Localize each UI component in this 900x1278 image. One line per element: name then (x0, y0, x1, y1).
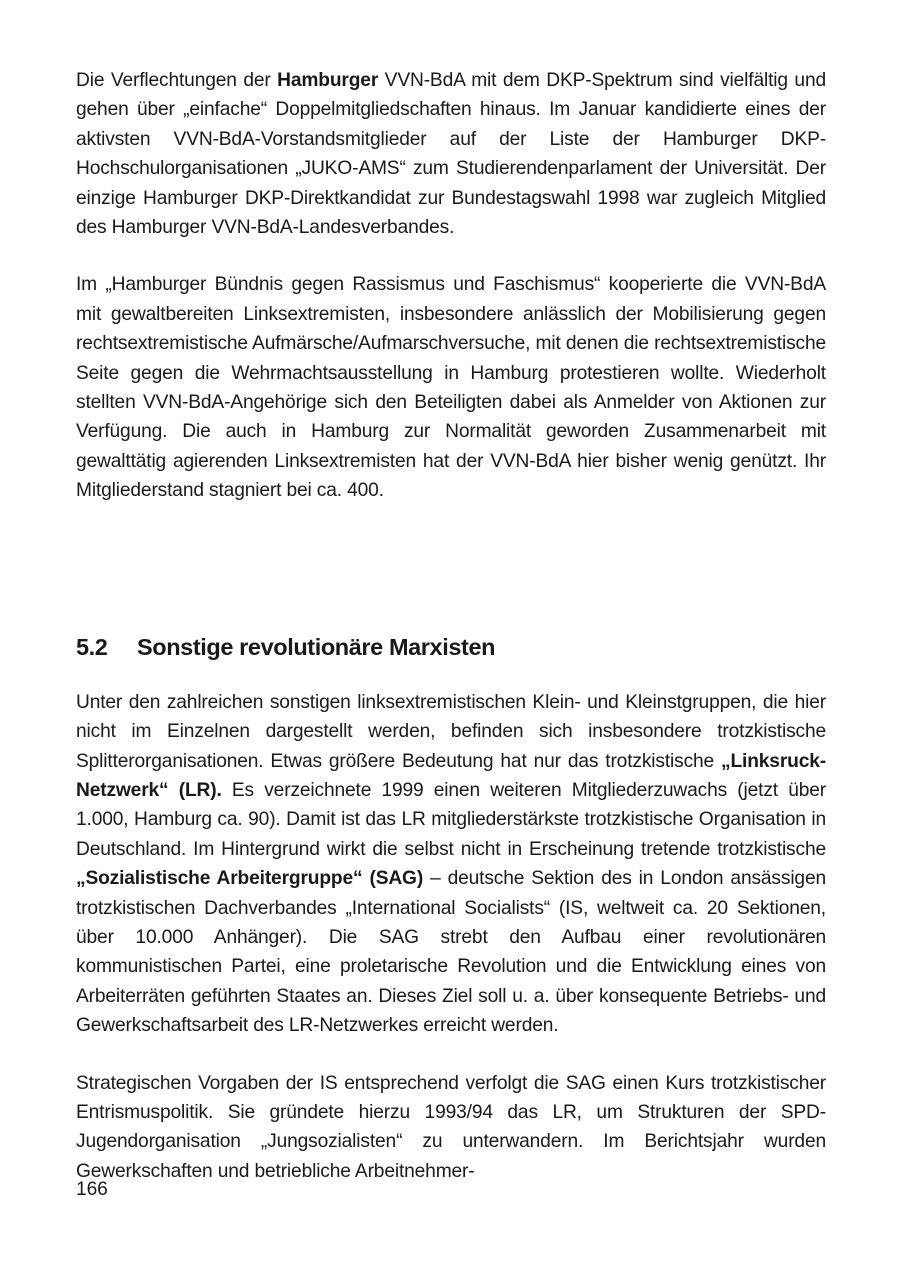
paragraph-1-bold-hamburger: Hamburger (277, 70, 379, 91)
section-title: Sonstige revolutionäre Marxisten (137, 633, 496, 660)
paragraph-3-segment-1: Unter den zahlreichen sonstigen linksextremistischen Klein- und Kleinstgruppen, die hier nicht im Einzelnen dargestellt werden, befinden sich insbesondere trotzkistische Splitterorganisationen. Etwas größere Bedeutung hat nur das trotzkistische (76, 691, 826, 772)
paragraph-2: Im „Hamburger Bündnis gegen Rassismus und Faschismus“ kooperierte die VVN-BdA mit gewaltbereiten Linksextremisten, insbesondere anlässlich der Mobilisierung gegen rechtsextremistische Aufmärsche/Aufmarschversuche, mit denen die rechtsextremistische Seite gegen die Wehrmachtsausstellung in Hamburg protestieren wollte. Wiederholt stellten VVN-BdA-Angehörige sich den Beteiligten dabei als Anmelder von Aktionen zur Verfügung. Die auch in Hamburg zur Normalität geworden Zusammenarbeit mit gewalttätig agierenden Linksextremisten hat der VVN-BdA hier bisher wenig genützt. Ihr Mitgliederstand stagniert bei ca. 400. (76, 274, 826, 502)
paragraph-3 (76, 688, 826, 1041)
text-column (76, 66, 826, 1186)
page-number: 166 (76, 1179, 108, 1200)
paragraph-3-segment-2: Es verzeichnete 1999 einen weiteren Mitgliederzuwachs (jetzt über 1.000, Hamburg ca. 90). Damit ist das LR mitgliederstärkste trotzkistische Organisation in Deutschland. Im Hintergrund wirkt die selbst nicht in Erscheinung tretende trotzkistische (76, 779, 827, 860)
paragraph-1 (76, 66, 826, 242)
paragraph-1-segment-2: VVN-BdA mit dem DKP-Spektrum sind vielfältig und gehen über „einfache“ Doppelmitgliedschaften hinaus. Im Januar kandidierte eines der aktivsten VVN-BdA-Vorstandsmitglieder auf der Liste der Hamburger DKP-Hochschulorganisationen „JUKO-AMS“ zum Studierendenparlament der Universität. Der einzige Hamburger DKP-Direktkandidat zur Bundestagswahl 1998 war zugleich Mitglied des Hamburger VVN-BdA-Landesverbandes. (76, 70, 826, 239)
heading-spacer-below (76, 662, 826, 688)
section-heading (76, 632, 826, 662)
paragraph-1-segment-1: Die Verflechtungen der (76, 70, 278, 91)
paragraph-3-bold-linksruck: „Linksruck-Netzwerk“ (LR). (76, 750, 826, 801)
paragraph-4: Strategischen Vorgaben der IS entsprechend verfolgt die SAG einen Kurs trotzkistischer Entrismuspolitik. Sie gründete hierzu 1993/94 das LR, um Strukturen der SPD-Jugendorganisation „Jungsozialisten“ zu unterwandern. Im Berichtsjahr wurden Gewerkschaften und betriebliche Arbeitnehmer- (76, 1072, 826, 1182)
section-number: 5.2 (76, 633, 108, 660)
paragraph-3-segment-3: – deutsche Sektion des in London ansässigen trotzkistischen Dachverbandes „International Socialists“ (IS, weltweit ca. 20 Sektionen, über 10.000 Anhänger). Die SAG strebt den Aufbau einer revolutionären kommunistischen Partei, eine proletarische Revolution und die Entwicklung eines von Arbeiterräten geführten Staates an. Dieses Ziel soll u. a. über konsequente Betriebs- und Gewerkschaftsarbeit des LR-Netzwerkes erreicht werden. (76, 868, 826, 1037)
heading-spacer-above (76, 534, 826, 632)
paragraph-3-bold-sag: „Sozialistische Arbeitergruppe“ (SAG) (76, 868, 424, 890)
